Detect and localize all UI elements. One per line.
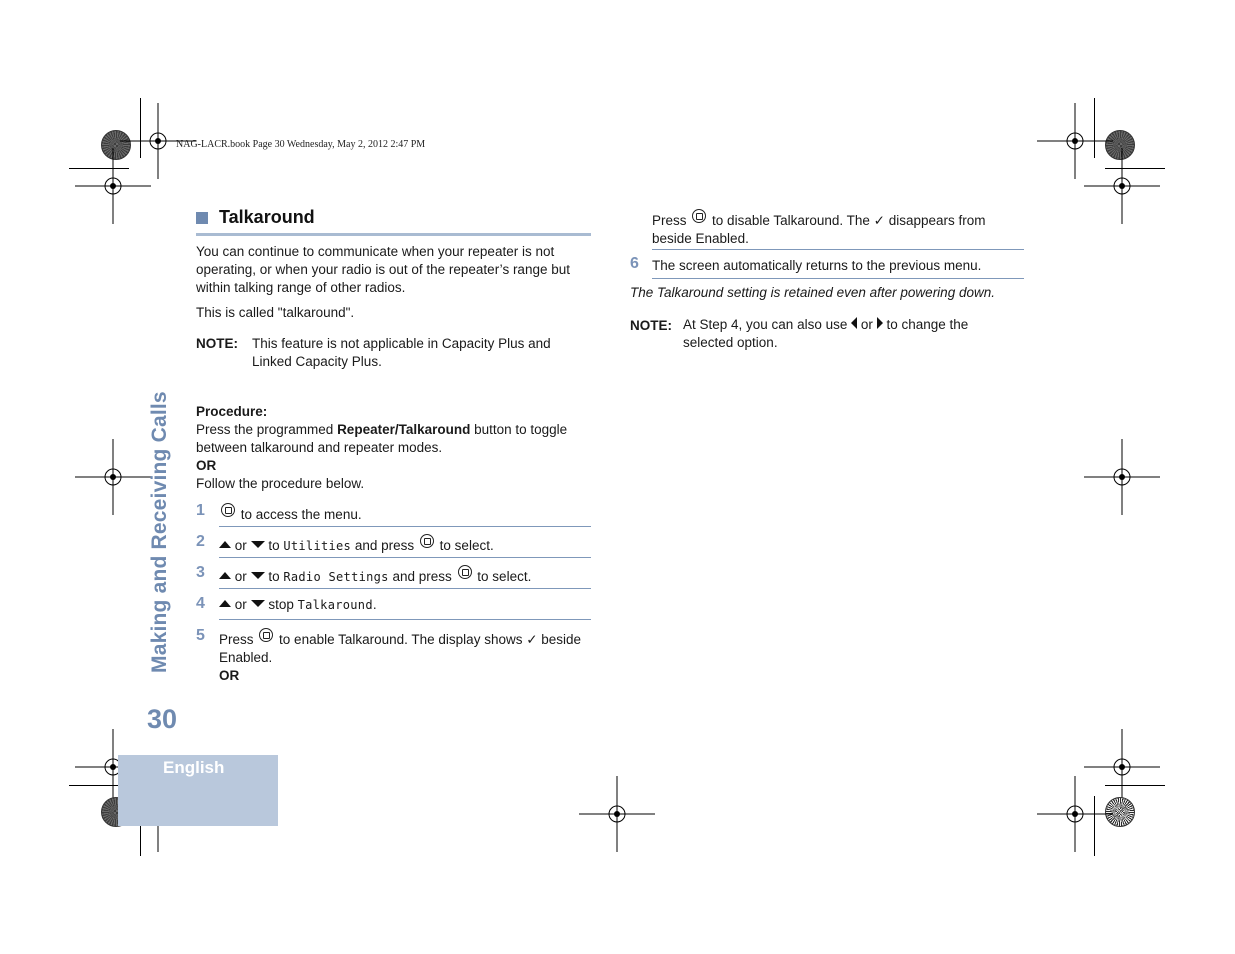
step-number: 6 [630,255,639,272]
registration-mark-icon [1084,439,1160,515]
step-text-part: to select. [477,569,532,584]
button-name: Repeater/Talkaround [337,422,471,437]
step-divider [652,249,1024,250]
step-text-part: stop [268,597,294,612]
or-label: OR [196,458,217,473]
step-number: 4 [196,595,205,612]
ok-menu-button-icon [259,628,273,642]
language-label: English [163,758,225,777]
step-text-part: to select. [439,538,494,553]
step-divider [652,278,1024,279]
step-text-part: and press [354,538,415,553]
up-arrow-icon [219,541,231,548]
heading-rule [196,233,591,236]
note-text-part: At Step 4, you can also use [683,317,848,332]
step-number: 1 [196,502,205,519]
note-text-part: or [860,317,873,332]
step-text [219,565,591,586]
up-arrow-icon [219,572,231,579]
step-divider [219,557,591,558]
registration-mark-icon [579,776,655,852]
ok-menu-button-icon [458,565,472,579]
step-text-part: to disable Talkaround. The ✓ disappears from beside Enabled. [652,213,986,246]
chapter-side-title: Making and Receiving Calls [148,391,171,673]
note-text-part: to change the selected option. [683,317,969,350]
procedure-text: button to toggle between talkaround and repeater modes. [196,422,568,455]
step-text-part: or [234,597,247,612]
procedure-label: Procedure: [196,404,268,419]
down-arrow-icon [251,600,265,607]
step-divider [219,526,591,527]
or-label: OR [219,668,240,683]
step-number: 2 [196,533,205,550]
down-arrow-icon [251,541,265,548]
up-arrow-icon [219,600,231,607]
note-text: This feature is not applicable in Capacity Plus and Linked Capacity Plus. [252,336,551,369]
right-arrow-icon [877,317,883,329]
step-text: The screen automatically returns to the previous menu. [652,258,982,273]
procedure-block [196,403,591,493]
step-text-part: or [234,538,247,553]
step-text-part: to access the menu. [240,507,362,522]
step-divider [219,619,591,620]
step-text-part: to [268,569,280,584]
step-text-part: Press [219,632,254,647]
step-number: 5 [196,627,205,644]
retained-note: The Talkaround setting is retained even after powering down. [630,285,995,300]
procedure-follow: Follow the procedure below. [196,476,365,491]
step-text-part: to enable Talkaround. The display shows ✓ beside Enabled. [219,632,582,665]
registration-mark-icon [75,439,151,515]
step-text-part: Press [652,213,687,228]
procedure-text: Press the programmed [196,422,338,437]
step-text-part: and press [392,569,452,584]
heading-bullet-icon [196,212,208,224]
menu-item-name: Radio Settings [283,570,389,584]
step-text-part: to [268,538,280,553]
registration-mark-icon [1037,776,1113,852]
step-number: 3 [196,564,205,581]
section-heading: Talkaround [219,207,315,227]
page-number: 30 [147,704,178,734]
left-arrow-icon [851,317,857,329]
registration-mark-icon [75,148,151,224]
step-text-part: . [372,597,377,612]
note-label: NOTE: [630,318,672,333]
down-arrow-icon [251,572,265,579]
menu-item-name: Talkaround [297,598,373,612]
intro-paragraph: You can continue to communicate when your repeater is not operating, or when your radio is out of the repeater’s range but within talking range of other radios. [196,244,570,295]
step-text [219,628,591,685]
step-text [219,534,591,555]
note-text [683,316,1003,352]
step-divider [219,588,591,589]
ok-menu-button-icon [221,503,235,517]
procedure-line [196,421,591,457]
step-text-part: or [234,569,247,584]
registration-mark-icon [1084,148,1160,224]
note-label: NOTE: [196,336,238,351]
step-text [219,596,591,614]
called-paragraph: This is called "talkaround". [196,305,355,320]
step-text [219,503,591,524]
menu-item-name: Utilities [283,539,352,553]
print-slug: NAG-LACR.book Page 30 Wednesday, May 2, 2012 2:47 PM [176,139,426,150]
ok-menu-button-icon [692,209,706,223]
ok-menu-button-icon [420,534,434,548]
step5-continuation [652,209,1024,248]
